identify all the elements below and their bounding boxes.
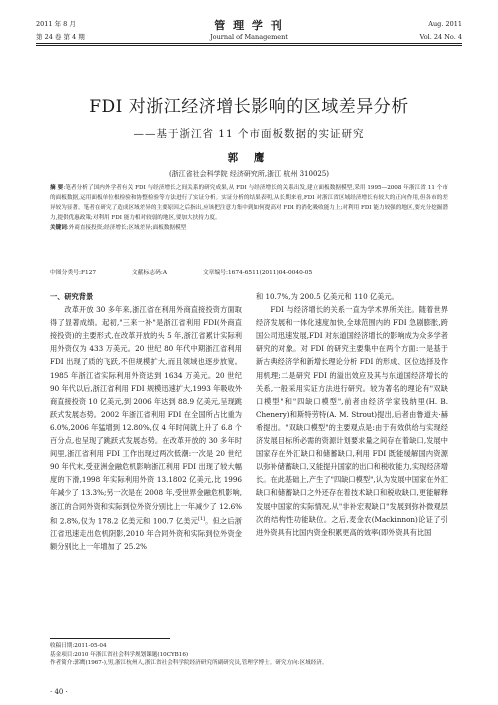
body-text: 。但之后浙江省迅速走出危机阴影,2010 年合同外资和实际到位外资金额分别比上一年增加了 25.2% bbox=[50, 515, 242, 552]
abstract-label: 摘 要 bbox=[50, 185, 64, 191]
article-subtitle: ——基于浙江省 11 个市面板数据的实证研究 bbox=[133, 128, 365, 140]
body-text: 改革开放 30 多年来,浙江省在利用外商直接投资方面取得了显著成绩。起初,"三来一补"是浙江省利用 FDI(外商直接投资)的主要形式,在改革开放的头 5 年,浙江省累计实际利用外资仅为 433 万美元。20 世纪 80 年代中期浙江省利用 FDI 出现了质的飞跃,不但规模扩大,而且领域也逐步放宽。1985 年浙江省实际利用外资达到 1634 万美元。20 世纪 90 年代以后,浙江省利用 FDI 规模迅速扩大,1993 年吸收外商直接投资 10 亿美元,到 2006 年达到 88.9 亿美元,呈现跳跃式发展态势。2002 年浙江省利用 FDI 在全国所占比重为 6.0%,2006 年猛增到 12.80%,仅 4 年时间就上升了 6.8 个百分点,也呈现了跳跃式发展态势。在改革开放的 30 多年时间里,浙江省利用 FDI 工作出现过两次低潮:一次是 20 世纪 90 年代末,受亚洲金融危机影响浙江利用 FDI 出现了较大幅度的下滑,1998 年实际利用外资 13.1802 亿美元,比 1996 年减少了 13.3%;另一次是在 2008 年,受世界金融危机影响,浙江的合同外资和实际到位外资分别比上一年减少了 12.6%和 2.8%,仅为 178.2 亿美元和 100.7 亿美元 bbox=[50, 305, 242, 525]
article-meta bbox=[50, 268, 448, 278]
author-affiliation: (浙江省社会科学院 经济研究所,浙江 杭州 310025) bbox=[168, 170, 330, 178]
fund-info: 基金项目:2010 年浙江省社会科学规划课题(10CYB16) bbox=[50, 651, 189, 658]
section-heading: 一、研究背景 bbox=[50, 292, 94, 301]
body-left-column bbox=[50, 290, 242, 553]
author-name: 郭 鹰 bbox=[227, 152, 271, 164]
header-rule bbox=[36, 43, 462, 44]
keywords-text: :外商直接投资;经济增长;区域差异;面板数据模型 bbox=[66, 225, 187, 231]
keywords-label: 关键词 bbox=[50, 225, 67, 231]
header-date: 2011 年 8 月 bbox=[36, 20, 76, 28]
document-code: 文献标志码:A bbox=[131, 270, 167, 276]
received-date: 收稿日期:2011-05-04 bbox=[50, 643, 107, 649]
footnotes bbox=[50, 642, 450, 668]
page-number: · 40 · bbox=[50, 688, 68, 696]
abstract bbox=[50, 183, 448, 233]
abstract-text: :笔者分析了国内外学者有关 FDI 与经济增长之间关系的研究成果,从 FDI 与经济增长的关系出发,建立面板数据模型,采用 1995—2008 年浙江省 11 个市的面板数据,运用面板单位根检验和协整检验等方法进行了实证分析。实证分析的结果表明,从长期来看,FDI 对浙江省区域经济增长有较大的正向作用,但各市的差异较为显著。笔者在研究了造成区域差异的主要原因之后指出,应该把注意力集中到如何提高对 FDI 的消化吸收能力上;对利用 FDI 能力较强的地区,要充分挖掘潜力,提供优惠政策;对利用 FDI 能力相对较弱的地区,要加大扶持力度。 bbox=[50, 185, 448, 221]
clc-number: 中图分类号:F127 bbox=[50, 270, 97, 276]
header-rule-thin bbox=[36, 45, 462, 46]
footnote-rule bbox=[50, 638, 170, 639]
body-paragraph: FDI 与经济增长的关系一直为学术界所关注。随着世界经济发展和一体化速度加快,全球范围内的 FDI 急剧膨胀,跨国公司迅速发展,FDI 对东道国经济增长的影响成为众多学者研究的对象。对 FDI 的研究主要集中在两个方面:一是基于新古典经济学和新增长理论分析 FDI 的形成、区位选择及作用机理;二是研究 FDI 的溢出效应及其与东道国经济增长的关系,一般采用实证方法进行研究。较为著名的理论有"双缺口模型"和"四缺口模型",前者由经济学家钱纳里(H. B. Chenery)和斯特劳特(A. M. Strout)提出,后者由鲁道夫·赫希提出。"双缺口模型"的主要观点是:由于有效供给与实现经济发展目标所必需的资源计划要求量之间存在着缺口,发展中国家存在外汇缺口和储蓄缺口,利用 FDI 既能缓解国内资源以弥补储蓄缺口,又能提升国家的出口和税收能力,实现经济增长。在此基础上,产生了"四缺口模型",认为发展中国家在外汇缺口和储蓄缺口之外还存在着技术缺口和税收缺口,更能解释发展中国家的实际情况,从"非补宏观缺口"发展到弥补微观层次的结构性功能缺位。之后,麦金农(Mackinnon)论证了引进外资具有比国内资金积累更高的效率(即外资具有比国 bbox=[256, 305, 448, 537]
body-paragraph: 和 10.7%,为 200.5 亿美元和 110 亿美元。 bbox=[256, 292, 399, 301]
article-title: FDI 对浙江经济增长影响的区域差异分析 bbox=[89, 97, 409, 117]
header-date-english: Aug. 2011 bbox=[428, 20, 462, 28]
journal-name-english: Journal of Management bbox=[210, 33, 288, 41]
journal-name: 管 理 学 刊 bbox=[214, 19, 284, 32]
body-paragraph bbox=[50, 303, 242, 553]
article-number: 文章编号:1674-6511(2011)04-0040-05 bbox=[202, 270, 313, 276]
author-bio: 作者简介:郭鹰(1967-),男,浙江杭州人,浙江省社会科学院经济研究所副研究员,管理学博士。研究方向:区域经济。 bbox=[50, 660, 328, 667]
header-volume-english: Vol. 24 No. 4 bbox=[419, 33, 462, 41]
reference-marker: [1] bbox=[198, 515, 206, 522]
body-right-column bbox=[256, 290, 448, 539]
header-volume: 第 24 卷 第 4 期 bbox=[36, 33, 85, 41]
